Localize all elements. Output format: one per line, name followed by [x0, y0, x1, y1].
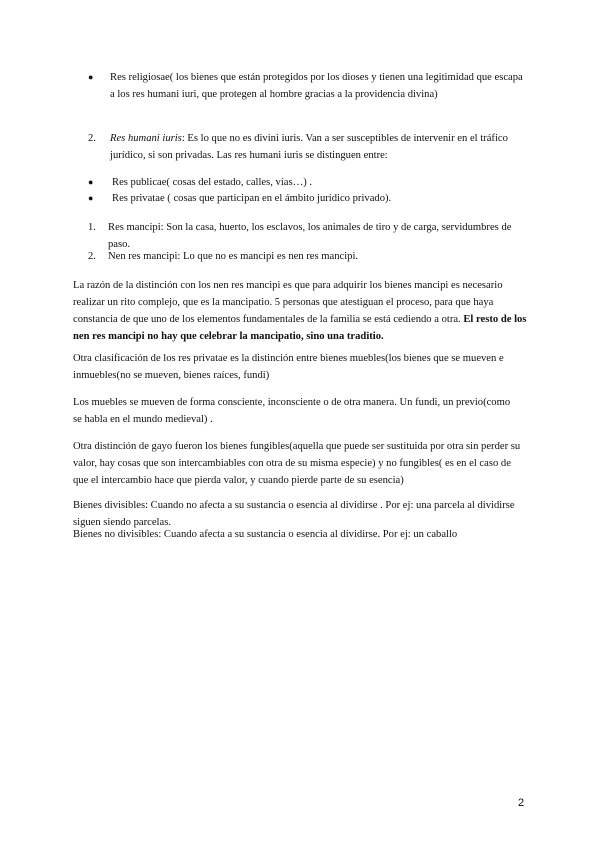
bullet-icon: ●: [88, 193, 94, 203]
paragraph-forma: Los muebles se mueven de forma consciente, inconsciente o de otra manera. Un fundi, un previo(como se habla en el mundo medieval) .: [73, 397, 511, 425]
bullet-text: Res privatae ( cosas que participan en el ámbito jurídico privado).: [112, 193, 392, 204]
paragraph-divisibles: Bienes divisibles: Cuando no afecta a su sustancia o esencia al dividirse . Por ej: una parcela al dividirse siguen siendo parcelas.: [73, 500, 515, 528]
paragraph-bold-text: El resto de los nen res mancipi no hay que celebrar la mancipatio, sino una traditio.: [73, 314, 527, 342]
item-number: 1.: [88, 222, 96, 233]
item-term: Res humani iuris: [110, 133, 182, 144]
bullet-res-privatae: [88, 190, 528, 207]
paragraph-muebles: Otra clasificación de los res privatae es la distinción entre bienes muebles(los bienes que se mueven e inmuebles(no se mueven, bienes raíces, fundi): [73, 353, 504, 381]
item-res-humani-iuris: [88, 130, 528, 164]
item-number: 2.: [88, 133, 96, 144]
bullet-icon: ●: [88, 177, 94, 187]
item-text: : Es lo que no es divini iuris. Van a ser susceptibles de intervenir en el tráfico jurídico, si son privadas. Las res humani iuris se distinguen entre:: [110, 133, 508, 161]
bullet-icon: ●: [88, 72, 94, 82]
bullet-text: Res publicae( cosas del estado, calles, vías…) .: [112, 177, 313, 188]
paragraph-fungibles: Otra distinción de gayo fueron los bienes fungibles(aquella que puede ser sustituida por otra sin perder su valor, hay cosas que son intercambiables con otra de su misma especie) y no fungibles( es en el caso de que el intercambio hace que pierda valor, y cuando pierde parte de su esencia): [73, 441, 521, 486]
paragraph-text: La razón de la distinción con los nen res mancipi es que para adquirir los bienes mancipi es necesario realizar un rito complejo, que es la mancipatio. 5 personas que atestiguan el proceso, para que haya constancia de que uno de los elementos fundamentales de la familia se está cediendo a otra.: [73, 280, 503, 325]
item-text: Nen res mancipi: Lo que no es mancipi es nen res mancipi.: [108, 251, 359, 262]
numbered-nen-res-mancipi: [88, 248, 528, 265]
page-number: 2: [518, 797, 525, 809]
item-text: Res mancipi: Son la casa, huerto, los esclavos, los animales de tiro y de carga, servidumbres de paso.: [108, 222, 512, 250]
bullet-text: Res religiosae( los bienes que están protegidos por los dioses y tienen una legitimidad que escapa a los res humani iuri, que protegen al hombre gracias a la providencia divina): [110, 72, 523, 100]
bullet-res-religiosae: [88, 69, 528, 103]
item-number: 2.: [88, 251, 96, 262]
paragraph-mancipatio: [73, 277, 528, 345]
bullet-res-publicae: [88, 174, 528, 191]
paragraph-no-divisibles: Bienes no divisibles: Cuando afecta a su sustancia o esencia al dividirse. Por ej: un caballo: [73, 529, 458, 540]
